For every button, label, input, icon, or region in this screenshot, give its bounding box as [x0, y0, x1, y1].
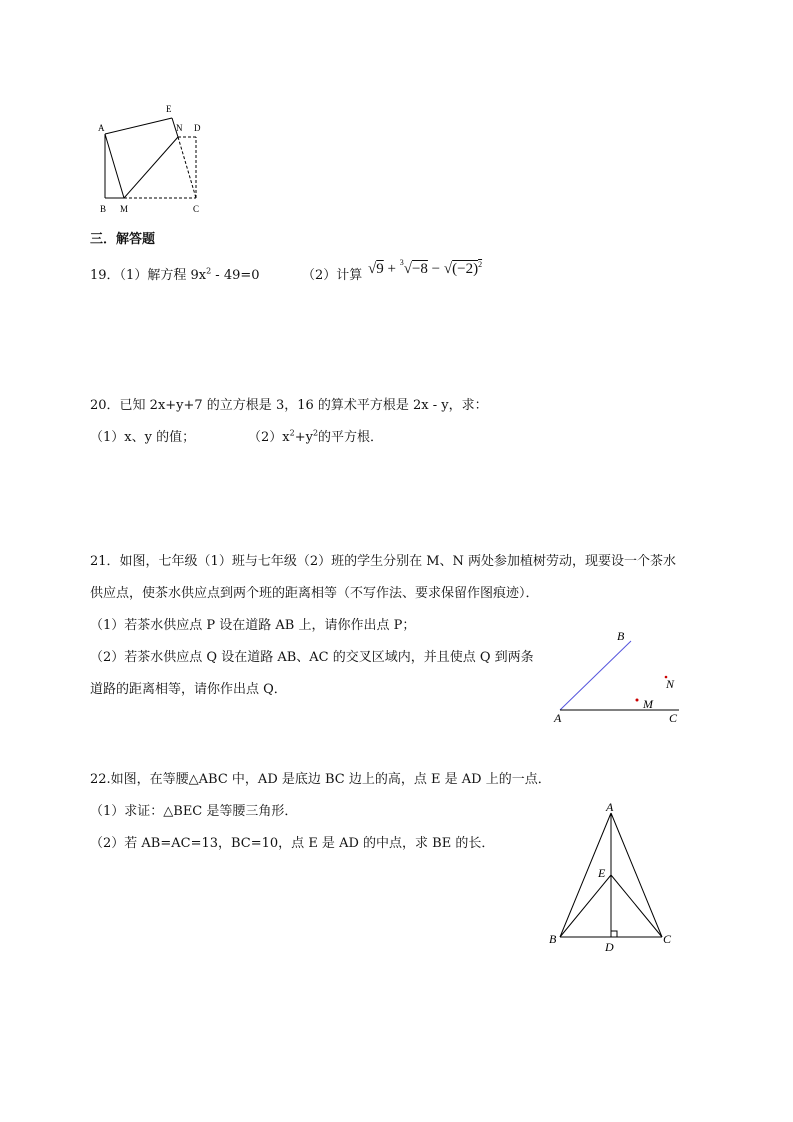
cube-index: 3 — [399, 258, 404, 267]
q19-part1-exponent: 2 — [206, 266, 212, 276]
cbrt-arg: −8 — [411, 261, 428, 277]
label-E: E — [166, 104, 172, 114]
sqrt-symbol-2: √ — [443, 261, 453, 277]
point-M — [636, 699, 639, 702]
q21-part2a: （2）若茶水供应点 Q 设在道路 AB、AC 的交叉区域内，并且使点 Q 到两条 — [90, 650, 534, 665]
label-N: N — [176, 123, 183, 133]
q21-line2: 供应点，使茶水供应点到两个班的距离相等（不写作法、要求保留作图痕迹）． — [90, 586, 539, 601]
q21-line1: 21．如图，七年级（1）班与七年级（2）班的学生分别在 M、N 两处参加植树劳动，现要设一个茶水 — [90, 554, 677, 569]
label-B: B — [617, 629, 625, 643]
label-B: B — [549, 932, 557, 946]
q21-part1: （1）若茶水供应点 P 设在道路 AB 上，请你作出点 P； — [90, 618, 416, 633]
label-M: M — [120, 204, 129, 214]
q19-number: 19． — [90, 268, 120, 283]
section-title: 三．解答题 — [90, 232, 156, 247]
label-N: N — [666, 677, 675, 691]
edge-AM — [105, 134, 124, 198]
q19-expression — [368, 258, 482, 278]
right-angle-mark — [611, 931, 617, 937]
sqrt-symbol: √ — [368, 261, 377, 277]
q22-part1: （1）求证：△BEC 是等腰三角形． — [90, 804, 298, 819]
q20-line1: 20．已知 2x+y+7 的立方根是 3，16 的算术平方根是 2x - y，求： — [90, 398, 488, 413]
q19-part1-tail: - 49=0 — [211, 268, 260, 283]
cbrt-symbol: √ — [403, 261, 412, 277]
label-A: A — [98, 123, 105, 133]
edge-MN — [124, 137, 178, 198]
sqrt-sq-arg: $(-2)^2$ — [452, 260, 483, 277]
edge-NC-dashed — [178, 137, 196, 198]
q20-part2: $(2)x^2+y^2$的平方根． — [248, 428, 384, 445]
label-D: D — [194, 123, 201, 133]
edge-AE — [105, 118, 172, 134]
label-E: E — [598, 866, 606, 880]
plus-symbol: + — [387, 261, 396, 277]
label-C: C — [193, 204, 200, 214]
figure-q21-roads — [550, 628, 690, 728]
figure-rectangle-fold — [96, 100, 206, 214]
label-B: B — [100, 204, 107, 214]
q19-part2-label: （2）计算 — [302, 268, 363, 283]
label-A: A — [606, 800, 614, 814]
figure-q22-triangle — [540, 795, 680, 955]
sq-exponent: 2 — [478, 260, 483, 269]
q22-line1: 22.如图，在等腰△ABC 中，AD 是底边 BC 边上的高，点 E 是 AD 上的一点． — [90, 772, 551, 787]
minus-symbol: − — [431, 261, 441, 277]
label-C: C — [663, 932, 672, 946]
q20-part1: （1）x、y 的值； — [90, 430, 196, 445]
q22-part2: （2）若 AB=AC=13，BC=10，点 E 是 AD 的中点，求 BE 的长． — [90, 836, 495, 851]
q20-exp1: 2 — [289, 428, 295, 438]
segment-CE — [611, 875, 662, 937]
side-AC — [611, 813, 662, 937]
label-D: D — [605, 940, 614, 954]
label-C: C — [669, 711, 678, 725]
label-M: M — [643, 697, 653, 711]
sqrt9-arg: 9 — [376, 261, 384, 277]
q20-exp2: 2 — [312, 428, 319, 438]
road-AB — [560, 641, 631, 710]
q19-part1: （1）解方程 9x — [119, 268, 207, 283]
q21-part2b: 道路的距离相等，请你作出点 Q． — [90, 682, 287, 697]
question-19 — [90, 264, 260, 283]
segment-BE — [560, 875, 611, 937]
label-A: A — [554, 711, 562, 725]
